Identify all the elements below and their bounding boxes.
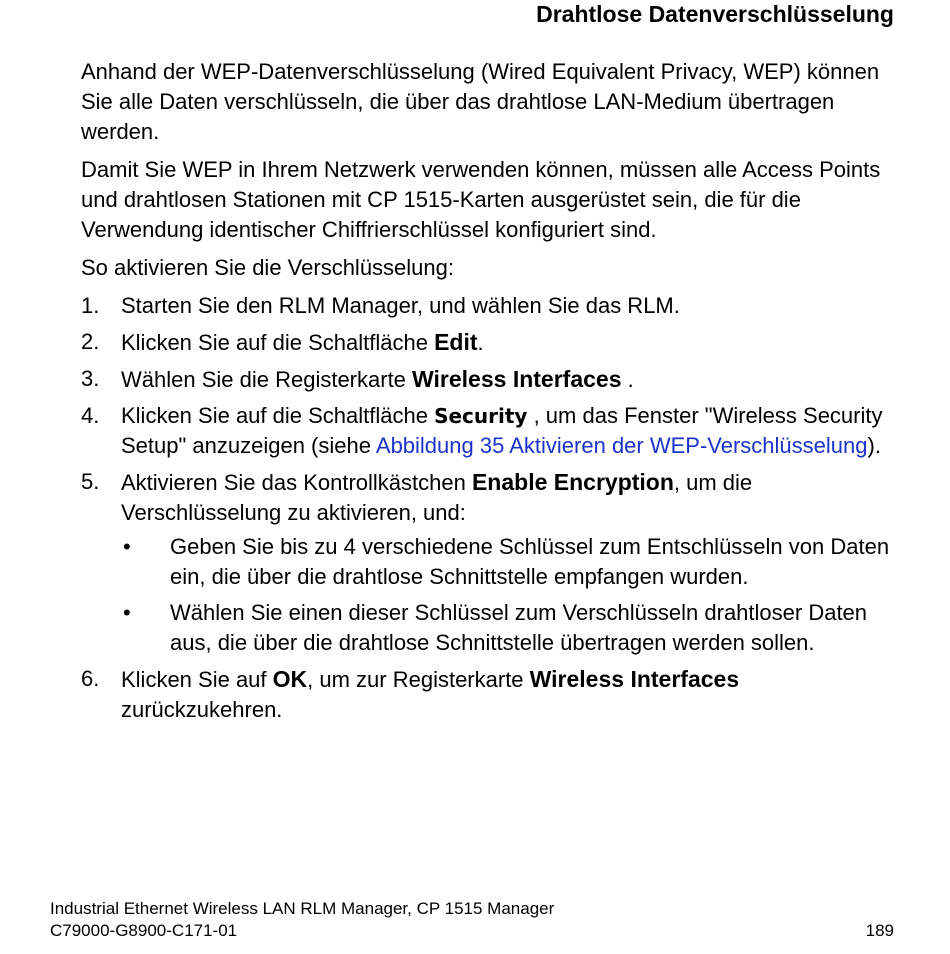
bullet-item-2 xyxy=(121,598,901,658)
step-text: ). xyxy=(867,433,881,458)
step-1 xyxy=(81,291,901,321)
step-text: zurückzukehren. xyxy=(121,697,283,722)
steps-list xyxy=(81,291,901,725)
step-text: . xyxy=(477,330,484,355)
step-5 xyxy=(81,467,901,658)
step-6 xyxy=(81,664,901,725)
step-text: Klicken Sie auf xyxy=(121,667,273,692)
intro-paragraph-2: Damit Sie WEP in Ihrem Netzwerk verwenden können, müssen alle Access Points und drahtlosen Stationen mit CP 1515-Karten ausgerüstet sein, die für die Verwendung identischer Chiffrierschlüssel konfiguriert sind. xyxy=(81,157,881,242)
step-text: , um die Verschlüsselung zu aktivieren, und: xyxy=(121,470,753,525)
step-number: 2. xyxy=(81,329,100,354)
ui-term-security: Security xyxy=(434,404,528,428)
step-text: Wählen Sie die Registerkarte xyxy=(121,367,413,392)
page-number: 189 xyxy=(865,921,894,940)
figure-reference-link[interactable]: Abbildung 35 Aktivieren der WEP-Verschlüsselung xyxy=(375,433,868,458)
ui-term-enable-encryption: Enable Encryption xyxy=(471,469,674,495)
bullet-list xyxy=(121,532,901,658)
step-number: 1. xyxy=(81,293,100,318)
ui-term-wireless-interfaces: Wireless Interfaces xyxy=(412,366,622,392)
bullet-text: Wählen Sie einen dieser Schlüssel zum Verschlüsseln drahtloser Daten aus, die über die drahtlose Schnittstelle übertragen werden sollen. xyxy=(170,600,868,655)
step-text: , um zur Registerkarte xyxy=(307,667,530,692)
step-4 xyxy=(81,401,901,461)
bullet-item-1 xyxy=(121,532,901,592)
footer-product-line: Industrial Ethernet Wireless LAN RLM Manager, CP 1515 Manager xyxy=(50,899,555,918)
intro-paragraph-3: So aktivieren Sie die Verschlüsselung: xyxy=(81,255,454,280)
step-number: 6. xyxy=(81,666,100,691)
page-header-title: Drahtlose Datenverschlüsselung xyxy=(536,1,894,27)
bullet-text: Geben Sie bis zu 4 verschiedene Schlüssel zum Entschlüsseln von Daten ein, die über die drahtlose Schnittstelle empfangen wurden. xyxy=(170,534,890,589)
ui-term-ok: OK xyxy=(272,666,308,692)
bullet-icon: • xyxy=(123,534,131,559)
bullet-icon: • xyxy=(123,600,131,625)
step-number: 4. xyxy=(81,403,100,428)
step-text: . xyxy=(621,367,634,392)
footer-document-info xyxy=(50,898,554,942)
footer-order-number: C79000-G8900-C171-01 xyxy=(50,921,238,940)
intro-paragraph-1: Anhand der WEP-Datenverschlüsselung (Wired Equivalent Privacy, WEP) können Sie alle Daten verschlüsseln, die über das drahtlose LAN-Medium übertragen werden. xyxy=(81,59,880,144)
step-3 xyxy=(81,364,901,395)
step-text: Starten Sie den RLM Manager, und wählen Sie das RLM. xyxy=(121,293,680,318)
step-text: Aktivieren Sie das Kontrollkästchen xyxy=(121,470,472,495)
step-number: 5. xyxy=(81,469,100,494)
ui-term-wireless-interfaces: Wireless Interfaces xyxy=(529,666,740,692)
step-text: Klicken Sie auf die Schaltfläche xyxy=(121,403,435,428)
step-number: 3. xyxy=(81,366,100,391)
step-text: , um das Fenster "Wireless Security Setup" anzuzeigen (siehe xyxy=(121,403,883,458)
main-content xyxy=(81,57,901,731)
step-text: Klicken Sie auf die Schaltfläche xyxy=(121,330,435,355)
ui-term-edit: Edit xyxy=(434,329,478,355)
step-2 xyxy=(81,327,901,358)
